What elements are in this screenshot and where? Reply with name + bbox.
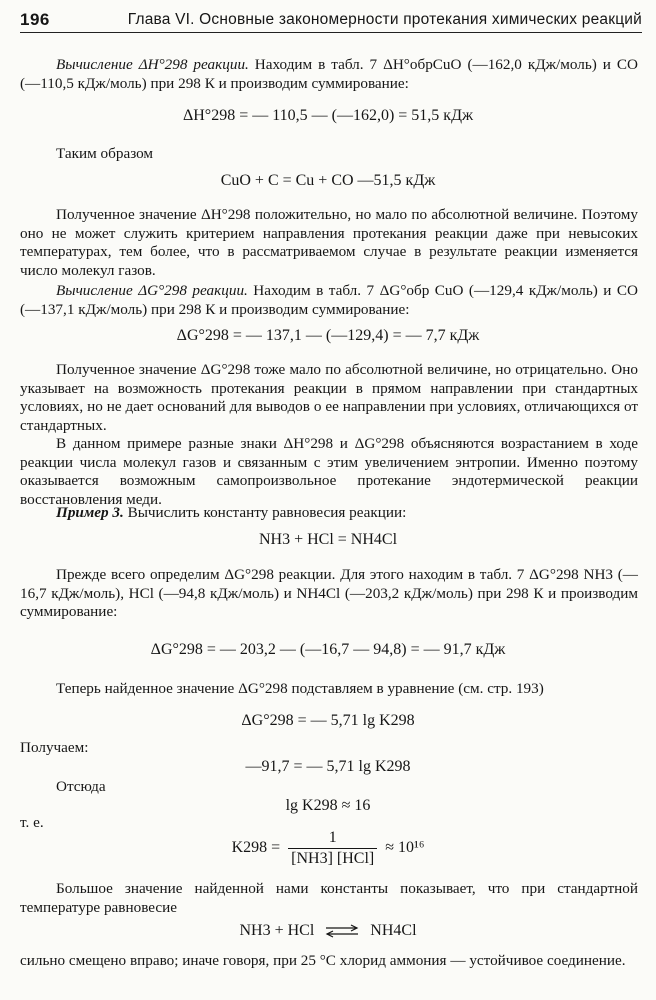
equation-nh3-hcl: NH3 + HCl = NH4Cl <box>258 531 398 548</box>
paragraph-gibbs-nh4cl: Прежде всего определим ΔG°298 реакции. Для этого находим в табл. 7 ΔG°298 NH3 (—16,7 кДж/моль), HCl (—94,8 кДж/моль) и NH4Cl (—203,2 кДж/моль) при 298 К и производим суммирование: <box>20 566 638 620</box>
paragraph-shift-right: сильно смещено вправо; иначе говоря, при 25 °C хлорид аммония — устойчивое соединение. <box>20 952 626 969</box>
paragraph-gibbs-discussion: Полученное значение ΔG°298 тоже мало по абсолютной величине, но отрицательно. Оно указывает на возможность протекания реакции в прямом направлении при стандартных условиях, но не дает оснований для выводов о ее направлении при условиях, отличающихся от стандартных. <box>20 361 638 434</box>
equation-reaction-cuo: CuO + C = Cu + CO —51,5 кДж <box>220 172 436 189</box>
page-number: 196 <box>20 10 50 29</box>
running-title: Глава VI. Основные закономерности протекания химических реакций <box>127 11 642 28</box>
equation-k-fraction <box>0 828 656 869</box>
paragraph-lead-italic: Вычисление ΔH°298 реакции. <box>56 56 249 73</box>
equilibrium-product: NH4Cl <box>370 922 417 939</box>
fraction-lhs: K298 = <box>231 839 281 857</box>
paragraph-ie: т. е. <box>20 814 44 831</box>
fraction-numerator: 1 <box>288 828 377 849</box>
paragraph-substitute: Теперь найденное значение ΔG°298 подставляем в уравнение (см. стр. 193) <box>56 680 544 697</box>
equilibrium-arrows-icon <box>324 924 360 938</box>
paragraph-thus: Таким образом <box>56 145 154 162</box>
fraction-rhs: ≈ 10¹⁶ <box>385 839 425 857</box>
paragraph-signs-explanation: В данном примере разные знаки ΔH°298 и ΔG°298 объясняются возрастанием в ходе реакции числа молекул газов и связанным с этим увеличением энтропии. Именно поэтому оказывается возможным самопроизвольное протекание эндотермической реакции восстановления меди. <box>20 435 638 508</box>
fraction <box>288 828 377 869</box>
equilibrium-reactants: NH3 + HCl <box>239 922 315 939</box>
equation-gibbs: ΔG°298 = — 137,1 — (—129,4) = — 7,7 кДж <box>176 327 480 344</box>
paragraph-text: Находим в табл. 7 ΔG°обр CuO (—129,4 кДж/моль) и CO (—137,1 кДж/моль) при 298 К и производим суммирование: <box>20 282 638 318</box>
example-label: Пример 3. <box>56 504 124 521</box>
equation-equilibrium <box>0 921 656 941</box>
page-header <box>20 8 642 33</box>
paragraph-gibbs-calc <box>20 282 638 319</box>
paragraph-example-3 <box>20 504 638 523</box>
equation-enthalpy: ΔH°298 = — 110,5 — (—162,0) = 51,5 кДж <box>182 107 474 124</box>
equation-gibbs-lgk: ΔG°298 = — 5,71 lg K298 <box>241 712 415 729</box>
paragraph-text: Находим в табл. 7 ΔH°обрCuO (—162,0 кДж/моль) и CO (—110,5 кДж/моль) при 298 К и производим суммирование: <box>20 56 638 92</box>
fraction-denominator: [NH3] [HCl] <box>291 850 375 867</box>
paragraph-lead-italic: Вычисление ΔG°298 реакции. <box>56 282 248 299</box>
equation-gibbs-nh4cl: ΔG°298 = — 203,2 — (—16,7 — 94,8) = — 91,7 кДж <box>150 641 506 658</box>
paragraph-hence: Отсюда <box>56 778 106 795</box>
paragraph-enthalpy-calc <box>20 56 638 93</box>
equation-lgk-value: —91,7 = — 5,71 lg K298 <box>245 758 411 775</box>
paragraph-obtain: Получаем: <box>20 739 89 756</box>
paragraph-enthalpy-discussion: Полученное значение ΔH°298 положительно, но мало по абсолютной величине. Поэтому оно не может служить критерием направления протекания реакции даже при невысоких температурах, тем более, что в рассматриваемом случае в результате реакции изменяется число молекул газов. <box>20 206 638 279</box>
paragraph-large-constant: Большое значение найденной нами константы показывает, что при стандартной температуре равновесие <box>20 880 638 916</box>
equation-lgk-16: lg K298 ≈ 16 <box>285 797 371 814</box>
paragraph-text: Вычислить константу равновесия реакции: <box>123 504 407 521</box>
